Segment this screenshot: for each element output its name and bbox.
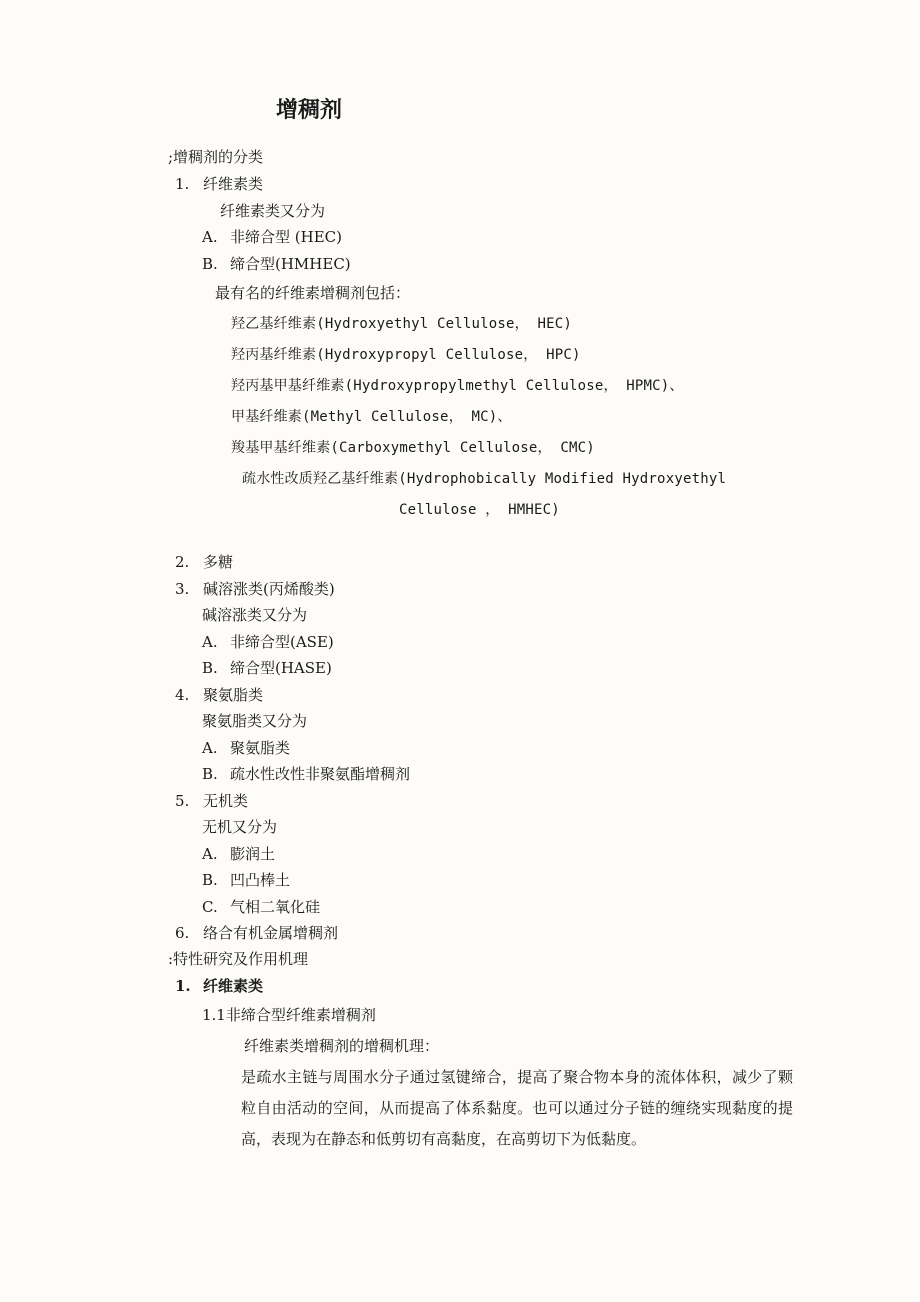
list-item: 3. 碱溶涨类(丙烯酸类) <box>175 580 335 598</box>
list-item: B. 疏水性改性非聚氨酯增稠剂 <box>202 765 411 783</box>
cellulose-item: 疏水性改质羟乙基纤维素(Hydrophobically Modified Hydroxyethyl <box>242 471 727 487</box>
famous-heading: 最有名的纤维素增稠剂包括： <box>215 284 411 302</box>
cellulose-item: 甲基纤维素(Methyl Cellulose， MC)、 <box>231 409 512 425</box>
section-heading-mechanism: :特性研究及作用机理 <box>168 950 309 968</box>
mechanism-paragraph: 是疏水主链与周围水分子通过氢键缔合，提高了聚合物本身的流体体积，减少了颗粒自由活动的空间，从而提高了体系黏度。也可以通过分子链的缠绕实现黏度的提高，表现为在静态和低剪切有高黏度，在高剪切下为低黏度。 <box>241 1068 793 1148</box>
cellulose-item: Cellulose ， HMHEC) <box>399 502 560 518</box>
list-item: A. 聚氨脂类 <box>202 739 291 757</box>
cellulose-item: 羟乙基纤维素(Hydroxyethyl Cellulose， HEC) <box>231 316 573 332</box>
sub-heading: 纤维素类又分为 <box>220 202 326 220</box>
list-item: 6. 络合有机金属增稠剂 <box>175 924 339 942</box>
list-item: 1. 纤维素类 <box>175 175 264 193</box>
list-item: C. 气相二氧化硅 <box>202 898 321 916</box>
mechanism-title: 纤维素类增稠剂的增稠机理： <box>244 1037 440 1055</box>
list-item: 2. 多糖 <box>175 553 234 571</box>
list-item: B. 缔合型(HASE) <box>202 659 332 677</box>
page-title: 增稠剂 <box>276 98 343 123</box>
sub-heading: 无机又分为 <box>202 818 278 836</box>
list-item: 4. 聚氨脂类 <box>175 686 264 704</box>
cellulose-item: 羧基甲基纤维素(Carboxymethyl Cellulose， CMC) <box>231 440 595 456</box>
list-item: A. 非缔合型 (HEC) <box>202 228 342 246</box>
cellulose-item: 羟丙基甲基纤维素(Hydroxypropylmethyl Cellulose， HPMC)、 <box>231 378 684 394</box>
list-item: B. 缔合型(HMHEC) <box>202 255 351 273</box>
list-item: A. 非缔合型(ASE) <box>202 633 334 651</box>
list-item: A. 膨润土 <box>202 845 276 863</box>
sub-heading: 碱溶涨类又分为 <box>202 606 308 624</box>
subsection-heading: 1.1非缔合型纤维素增稠剂 <box>202 1006 376 1024</box>
list-item: B. 凹凸棒土 <box>202 871 291 889</box>
section-heading-classification: ;增稠剂的分类 <box>168 148 264 166</box>
list-item: 1. 纤维素类 <box>175 977 264 995</box>
list-item: 5. 无机类 <box>175 792 249 810</box>
sub-heading: 聚氨脂类又分为 <box>202 712 308 730</box>
cellulose-item: 羟丙基纤维素(Hydroxypropyl Cellulose， HPC) <box>231 347 581 363</box>
